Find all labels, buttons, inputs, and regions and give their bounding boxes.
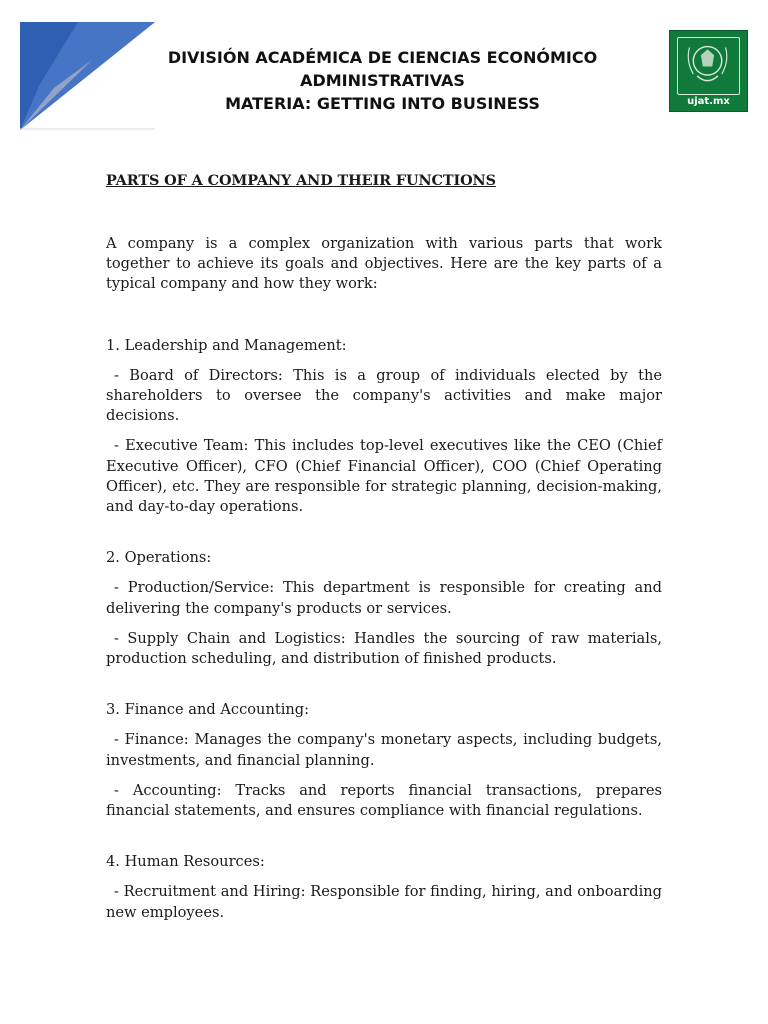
corner-decoration <box>20 22 155 130</box>
logo-label: ujat.mx <box>687 96 730 107</box>
crest-icon <box>677 37 740 95</box>
document-heading: PARTS OF A COMPANY AND THEIR FUNCTIONS <box>106 172 496 189</box>
section-operations <box>106 548 662 669</box>
header-title-line-3: MATERIA: GETTING INTO BUSINESS <box>225 94 540 113</box>
list-item: - Finance: Manages the company's monetary aspects, including budgets, investments, and financial planning. <box>106 731 662 769</box>
intro-paragraph: A company is a complex organization with various parts that work together to achieve its goals and objectives. Here are the key parts of a typical company and how they work: <box>106 235 662 293</box>
list-item: - Executive Team: This includes top-level executives like the CEO (Chief Executive Officer), CFO (Chief Financial Officer), COO (Chief Operating Officer), etc. They are responsible for strategic planning, decision-making, and day-to-day operations. <box>106 437 662 516</box>
section-leadership <box>106 336 662 518</box>
section-title: 3. Finance and Accounting: <box>106 701 310 719</box>
header-title-line-2: ADMINISTRATIVAS <box>300 71 465 90</box>
section-title: 4. Human Resources: <box>106 853 265 871</box>
list-item: - Accounting: Tracks and reports financial transactions, prepares financial statements, and ensures compliance with financial regulations. <box>106 781 662 820</box>
header-titles <box>160 46 605 115</box>
document-body <box>106 170 662 954</box>
list-item: - Production/Service: This department is responsible for creating and delivering the company's products or services. <box>106 579 662 617</box>
list-item: - Supply Chain and Logistics: Handles the sourcing of raw materials, production scheduling, and distribution of finished products. <box>106 629 662 668</box>
section-finance <box>106 700 662 821</box>
header-title-line-1: DIVISIÓN ACADÉMICA DE CIENCIAS ECONÓMICO <box>167 48 598 67</box>
list-item: - Board of Directors: This is a group of individuals elected by the shareholders to oversee the company's activities and make major decisions. <box>106 366 662 425</box>
section-title: 1. Leadership and Management: <box>106 336 347 354</box>
section-title: 2. Operations: <box>106 549 212 567</box>
section-human-resources <box>106 852 662 923</box>
list-item: - Recruitment and Hiring: Responsible for finding, hiring, and onboarding new employees. <box>106 883 662 921</box>
university-logo <box>669 30 748 112</box>
